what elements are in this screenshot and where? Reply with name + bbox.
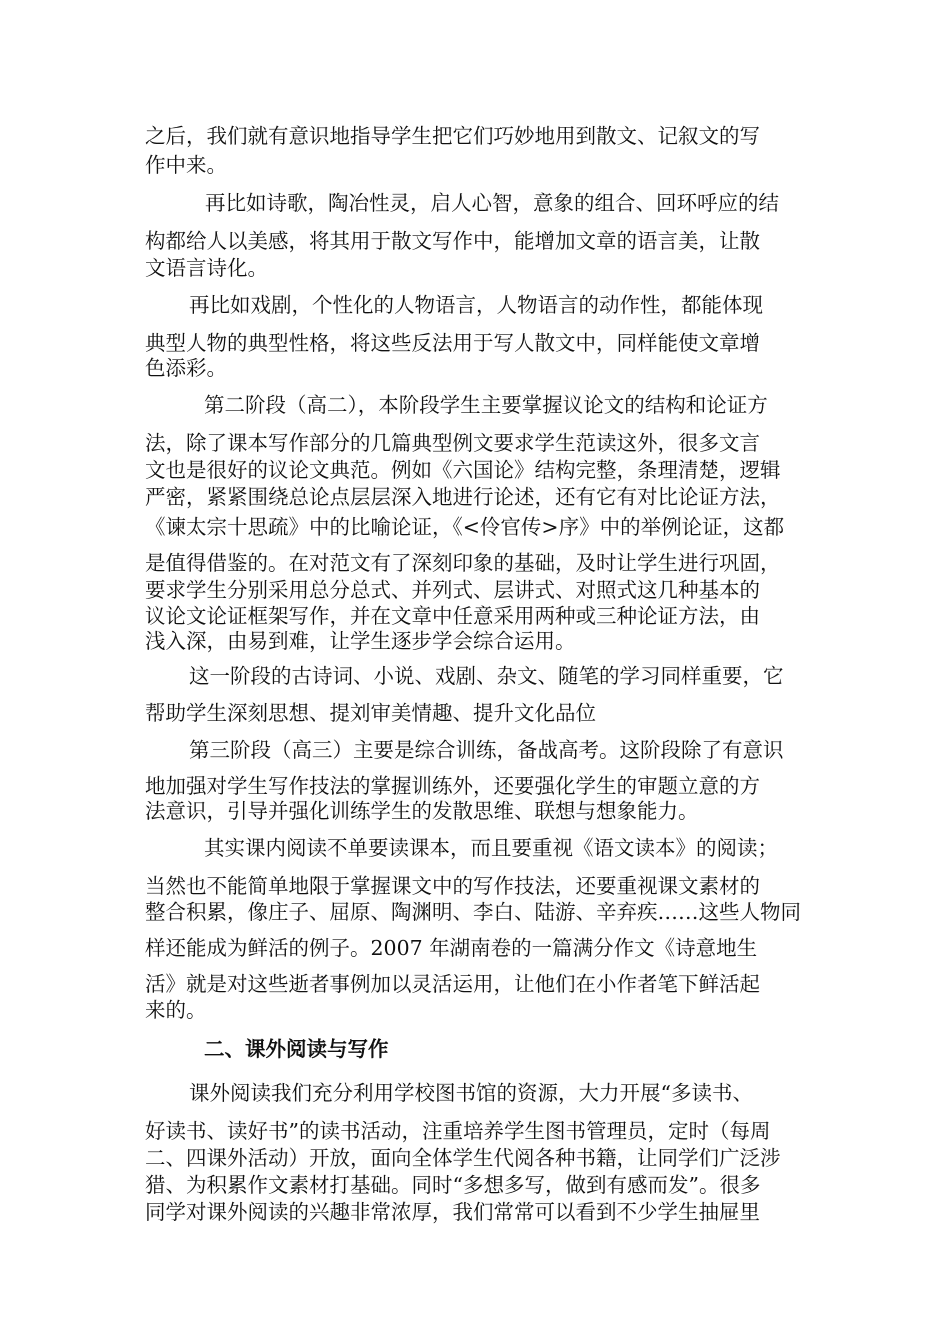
text-line: 文语言诗化。 xyxy=(145,256,268,280)
text-line: 再比如诗歌，陶冶性灵，启人心智，意象的组合、回环呼应的结 xyxy=(205,191,779,215)
text-line: 严密，紧紧围绕总论点层层深入地进行论述，还有它有对比论证方法， xyxy=(145,485,781,509)
text-line: 这一阶段的古诗词、小说、戏剧、杂文、随笔的学习同样重要，它 xyxy=(189,664,784,688)
text-line: 议论文论证框架写作，并在文章中任意采用两种或三种论证方法，由 xyxy=(145,604,760,628)
text-line: 地加强对学生写作技法的掌握训练外，还要强化学生的审题立意的方 xyxy=(145,774,760,798)
text-line: 浅入深，由易到难，让学生逐步学会综合运用。 xyxy=(145,629,576,653)
text-line: 构都给人以美感，将其用于散文写作中，能增加文章的语言美，让散 xyxy=(145,229,760,253)
text-line: 要求学生分别采用总分总式、并列式、层讲式、对照式这几种基本的 xyxy=(145,578,760,602)
text-line: 好读书、读好书”的读书活动，注重培养学生图书管理员，定时（每周 xyxy=(145,1119,771,1143)
text-line: 第三阶段（高三）主要是综合训练，备战高考。这阶段除了有意识 xyxy=(189,738,784,762)
text-line: 课外阅读我们充分利用学校图书馆的资源，大力开展“多读书、 xyxy=(189,1081,753,1105)
text-line: 法意识，引导并强化训练学生的发散思维、联想与想象能力。 xyxy=(145,799,699,823)
text-line: 整合积累，像庄子、屈原、陶渊明、李白、陆游、辛弃疾……这些人物同 xyxy=(145,900,801,924)
text-line: 文也是很好的议论文典范。例如《六国论》结构完整，条理清楚，逻辑 xyxy=(145,458,781,482)
text-line: 作中来。 xyxy=(145,153,227,177)
text-line: 猎、为积累作文素材打基础。同时“多想多写，做到有感而发”。很多 xyxy=(145,1173,761,1197)
text-line: 第二阶段（高二），本阶段学生主要掌握议论文的结构和论证方 xyxy=(204,393,768,417)
text-line: 样还能成为鲜活的例子。2007 年湖南卷的一篇满分作文《诗意地生 xyxy=(145,936,758,960)
text-line: 是值得借鉴的。在对范文有了深刻印象的基础，及时让学生进行巩固， xyxy=(145,551,781,575)
text-line: 二、四课外活动）开放，面向全体学生代阅各种书籍，让同学们广泛涉 xyxy=(145,1146,781,1170)
text-line: 同学对课外阅读的兴趣非常浓厚，我们常常可以看到不少学生抽屉里 xyxy=(145,1200,760,1224)
text-line: 其实课内阅读不单要读课本，而且要重视《语文读本》的阅读； xyxy=(204,836,778,860)
text-line: 色添彩。 xyxy=(145,356,227,380)
text-line: 典型人物的典型性格，将这些反法用于写人散文中，同样能使文章增 xyxy=(145,331,760,355)
text-line: 法，除了课本写作部分的几篇典型例文要求学生范读这外，很多文言 xyxy=(145,431,760,455)
text-line: 当然也不能简单地限于掌握课文中的写作技法，还要重视课文素材的 xyxy=(145,874,760,898)
text-line: 之后，我们就有意识地指导学生把它们巧妙地用到散文、记叙文的写 xyxy=(145,124,760,148)
text-line: 《谏太宗十思疏》中的比喻论证，《<伶官传>序》中的举例论证，这都 xyxy=(145,515,785,539)
text-line: 活》就是对这些逝者事例加以灵活运用，让他们在小作者笔下鲜活起 xyxy=(145,972,760,996)
section-heading: 二、课外阅读与写作 xyxy=(204,1037,389,1061)
text-line: 来的。 xyxy=(145,998,207,1022)
text-line: 帮助学生深刻思想、提刘审美情趣、提升文化品位 xyxy=(145,701,596,725)
text-line: 再比如戏剧，个性化的人物语言，人物语言的动作性，都能体现 xyxy=(189,293,763,317)
